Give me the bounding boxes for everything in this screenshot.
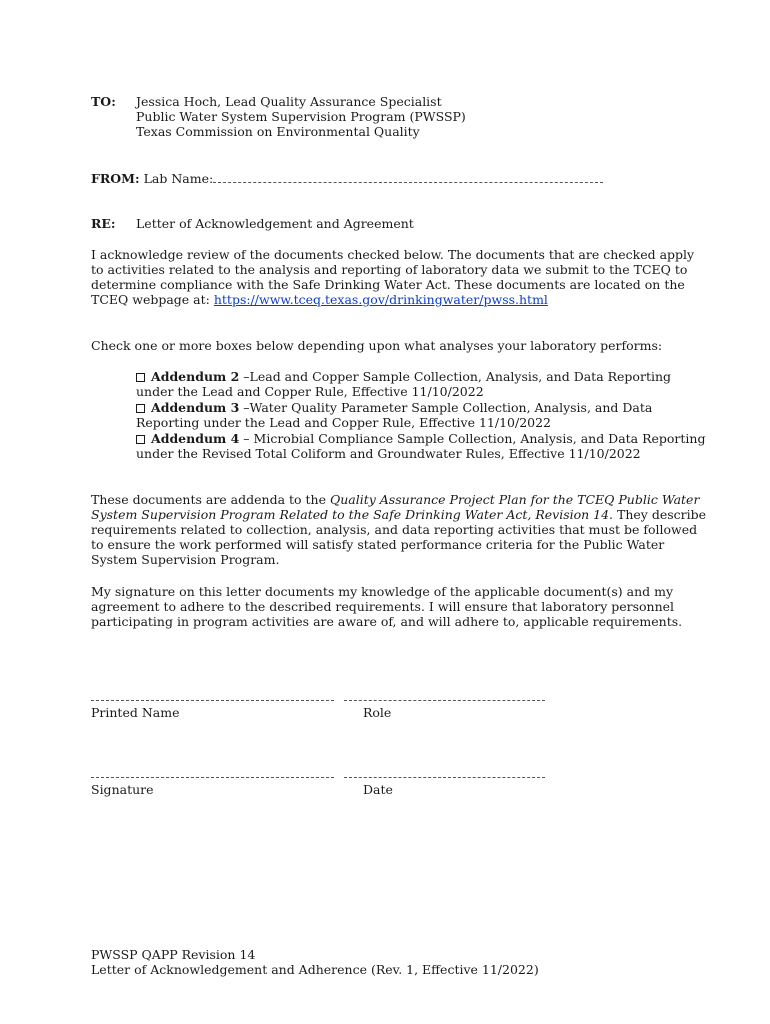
intro-line-2: to activities related to the analysis and reporting of laboratory data we submit to the TCEQ to xyxy=(91,262,688,277)
addendum-3-line-1 xyxy=(136,400,652,415)
from-label: FROM: xyxy=(91,171,140,186)
footer-letter-title: Letter of Acknowledgement and Adherence (Rev. 1, Effective 11/2022) xyxy=(91,962,539,977)
intro-prefix: TCEQ webpage at: xyxy=(91,292,214,307)
re-text: Letter of Acknowledgement and Agreement xyxy=(136,216,414,231)
para3-line-2: agreement to adhere to the described requirements. I will ensure that laboratory personnel xyxy=(91,599,675,614)
role-field[interactable] xyxy=(344,700,545,701)
para2-line-5: System Supervision Program. xyxy=(91,552,280,567)
to-label: TO: xyxy=(91,94,116,109)
addendum-4-line-2: under the Revised Total Coliform and Groundwater Rules, Effective 11/10/2022 xyxy=(136,446,641,461)
addendum-3-line-2: Reporting under the Lead and Copper Rule, Effective 11/10/2022 xyxy=(136,415,552,430)
para3-line-3: participating in program activities are aware of, and will adhere to, applicable requirements. xyxy=(91,614,683,629)
para2-text-b: They describe xyxy=(613,507,707,522)
addendum-4-checkbox[interactable] xyxy=(136,435,145,444)
addendum-3-checkbox[interactable] xyxy=(136,404,145,413)
para3-line-1: My signature on this letter documents my knowledge of the applicable document(s) and my xyxy=(91,584,674,599)
printed-name-label: Printed Name xyxy=(91,705,180,720)
para2-line-1 xyxy=(91,492,699,507)
addendum-2-line-1 xyxy=(136,369,671,384)
addendum-4-title: Addendum 4 xyxy=(151,431,240,446)
lab-name-label: Lab Name: xyxy=(143,171,214,186)
qapp-title-b: System Supervision Program Related to the Safe Drinking Water Act, Revision 14. xyxy=(91,507,614,522)
to-line-1: Jessica Hoch, Lead Quality Assurance Specialist xyxy=(136,94,442,109)
lab-name-field[interactable] xyxy=(213,171,603,183)
check-instruction: Check one or more boxes below depending upon what analyses your laboratory performs: xyxy=(91,338,663,353)
date-field[interactable] xyxy=(344,777,545,778)
date-label: Date xyxy=(363,782,393,797)
printed-name-field[interactable] xyxy=(91,700,334,701)
addendum-4-line-1 xyxy=(136,431,705,446)
signature-label: Signature xyxy=(91,782,154,797)
from-row xyxy=(91,171,603,186)
intro-line-1: I acknowledge review of the documents checked below. The documents that are checked apply xyxy=(91,247,695,262)
qapp-title-a: Quality Assurance Project Plan for the TCEQ Public Water xyxy=(329,492,700,507)
para2-line-4: to ensure the work performed will satisfy stated performance criteria for the Public Water xyxy=(91,537,665,552)
addendum-2-text: –Lead and Copper Sample Collection, Analysis, and Data Reporting xyxy=(239,369,672,384)
para2-line-3: requirements related to collection, analysis, and data reporting activities that must be followed xyxy=(91,522,698,537)
addendum-3-title: Addendum 3 xyxy=(151,400,240,415)
footer-revision: PWSSP QAPP Revision 14 xyxy=(91,947,256,962)
addendum-3-text: –Water Quality Parameter Sample Collection, Analysis, and Data xyxy=(239,400,653,415)
para2-line-2 xyxy=(91,507,706,522)
addendum-4-text: – Microbial Compliance Sample Collection, Analysis, and Data Reporting xyxy=(239,431,706,446)
re-label: RE: xyxy=(91,216,116,231)
addendum-2-checkbox[interactable] xyxy=(136,373,145,382)
para2-text-a: These documents are addenda to the xyxy=(91,492,330,507)
intro-line-4 xyxy=(91,292,548,307)
to-line-2: Public Water System Supervision Program (PWSSP) xyxy=(136,109,466,124)
signature-field[interactable] xyxy=(91,777,334,778)
role-label: Role xyxy=(363,705,392,720)
intro-line-3: determine compliance with the Safe Drinking Water Act. These documents are located on the xyxy=(91,277,685,292)
tceq-webpage-link[interactable]: https://www.tceq.texas.gov/drinkingwater/pwss.html xyxy=(213,292,548,307)
addendum-2-line-2: under the Lead and Copper Rule, Effective 11/10/2022 xyxy=(136,384,484,399)
to-line-3: Texas Commission on Environmental Quality xyxy=(136,124,420,139)
addendum-2-title: Addendum 2 xyxy=(151,369,240,384)
